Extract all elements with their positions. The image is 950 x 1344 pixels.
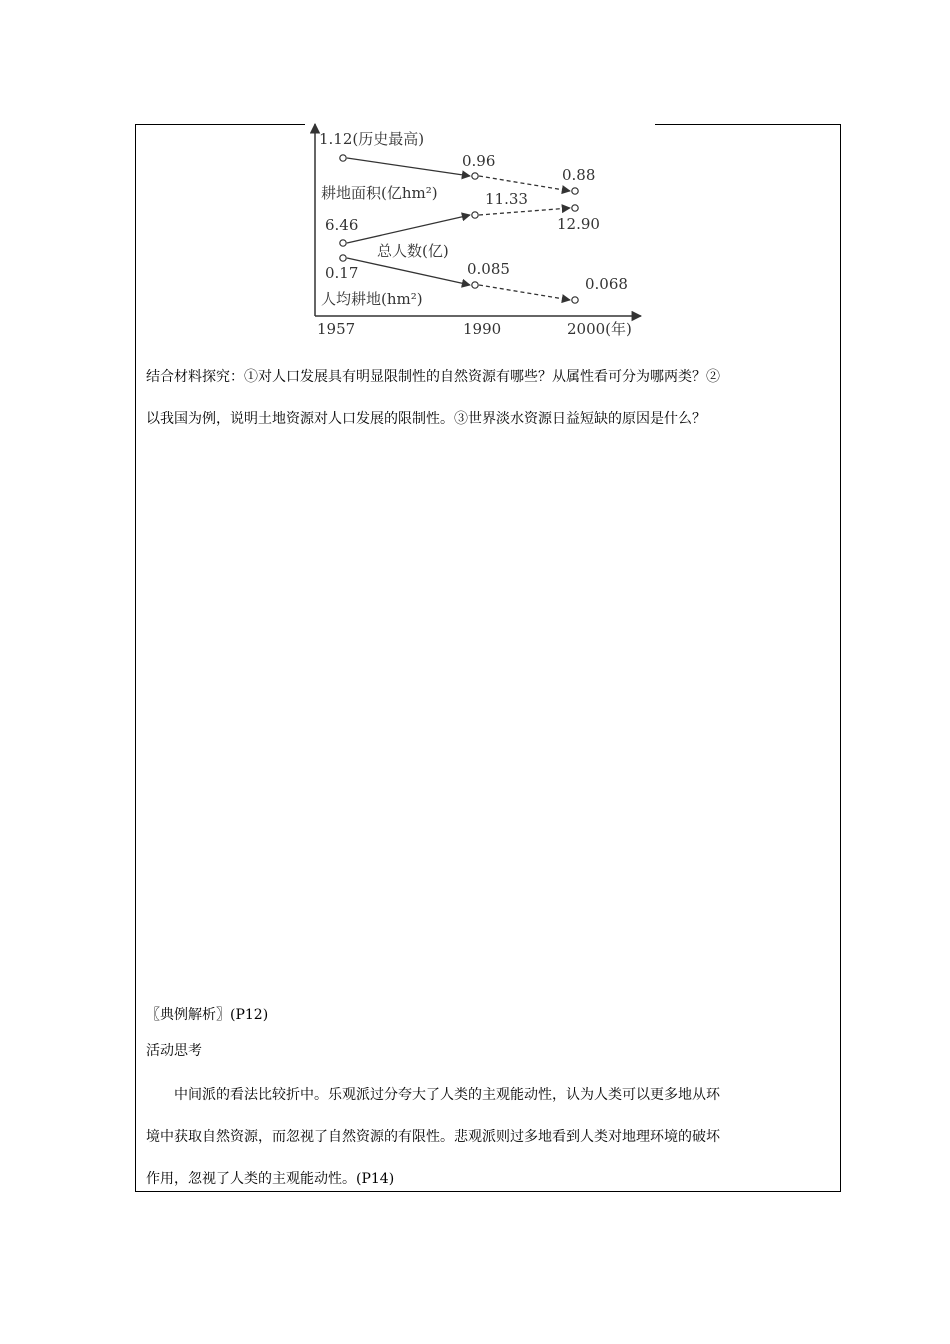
paragraph-line: 境中获取自然资源，而忽视了自然资源的有限性。悲观派则过多地看到人类对地理环境的破坏 xyxy=(146,1129,720,1145)
series-label: 耕地面积(亿hm²) xyxy=(321,184,438,202)
data-point xyxy=(472,282,478,288)
chart-svg xyxy=(305,112,655,348)
series-line-solid xyxy=(347,215,470,243)
data-point xyxy=(340,255,346,261)
data-point xyxy=(572,205,578,211)
paragraph-line: 中间派的看法比较折中。乐观派过分夸大了人类的主观能动性，认为人类可以更多地从环 xyxy=(174,1087,720,1103)
data-label: 0.96 xyxy=(462,152,496,170)
series-label: 总人数(亿) xyxy=(377,242,449,260)
x-tick-label: 1957 xyxy=(317,320,356,338)
x-tick-label: 2000(年) xyxy=(567,320,632,338)
series-line-dashed xyxy=(479,176,570,191)
data-point xyxy=(340,155,346,161)
data-point xyxy=(572,297,578,303)
analysis-paragraph xyxy=(146,1074,836,1200)
data-label: 12.90 xyxy=(557,215,600,233)
data-label: 0.17 xyxy=(325,264,359,282)
farmland-population-chart xyxy=(305,112,655,348)
data-label: 1.12(历史最高) xyxy=(319,130,425,148)
question-block xyxy=(146,356,836,440)
section-heading: 〖典例解析〗(P12) xyxy=(146,1007,269,1023)
data-label: 0.068 xyxy=(585,275,628,293)
data-point xyxy=(472,173,478,179)
data-label: 6.46 xyxy=(325,216,359,234)
data-label: 0.085 xyxy=(467,260,510,278)
data-label: 11.33 xyxy=(485,190,528,208)
paragraph-line: 作用，忽视了人类的主观能动性。(P14) xyxy=(146,1171,395,1187)
data-point xyxy=(472,212,478,218)
data-point xyxy=(340,240,346,246)
series-line-dashed xyxy=(479,285,570,300)
series-line-dashed xyxy=(479,208,570,215)
series-label: 人均耕地(hm²) xyxy=(321,290,423,308)
data-point xyxy=(572,188,578,194)
x-tick-label: 1990 xyxy=(463,320,502,338)
series-line-solid xyxy=(347,158,470,176)
section-subheading: 活动思考 xyxy=(146,1043,202,1059)
question-line: 以我国为例，说明土地资源对人口发展的限制性。③世界淡水资源日益短缺的原因是什么？ xyxy=(146,411,706,427)
series-line-solid xyxy=(347,258,470,285)
question-line: 结合材料探究：①对人口发展具有明显限制性的自然资源有哪些？从属性看可分为哪两类？② xyxy=(146,369,720,385)
data-label: 0.88 xyxy=(562,166,596,184)
